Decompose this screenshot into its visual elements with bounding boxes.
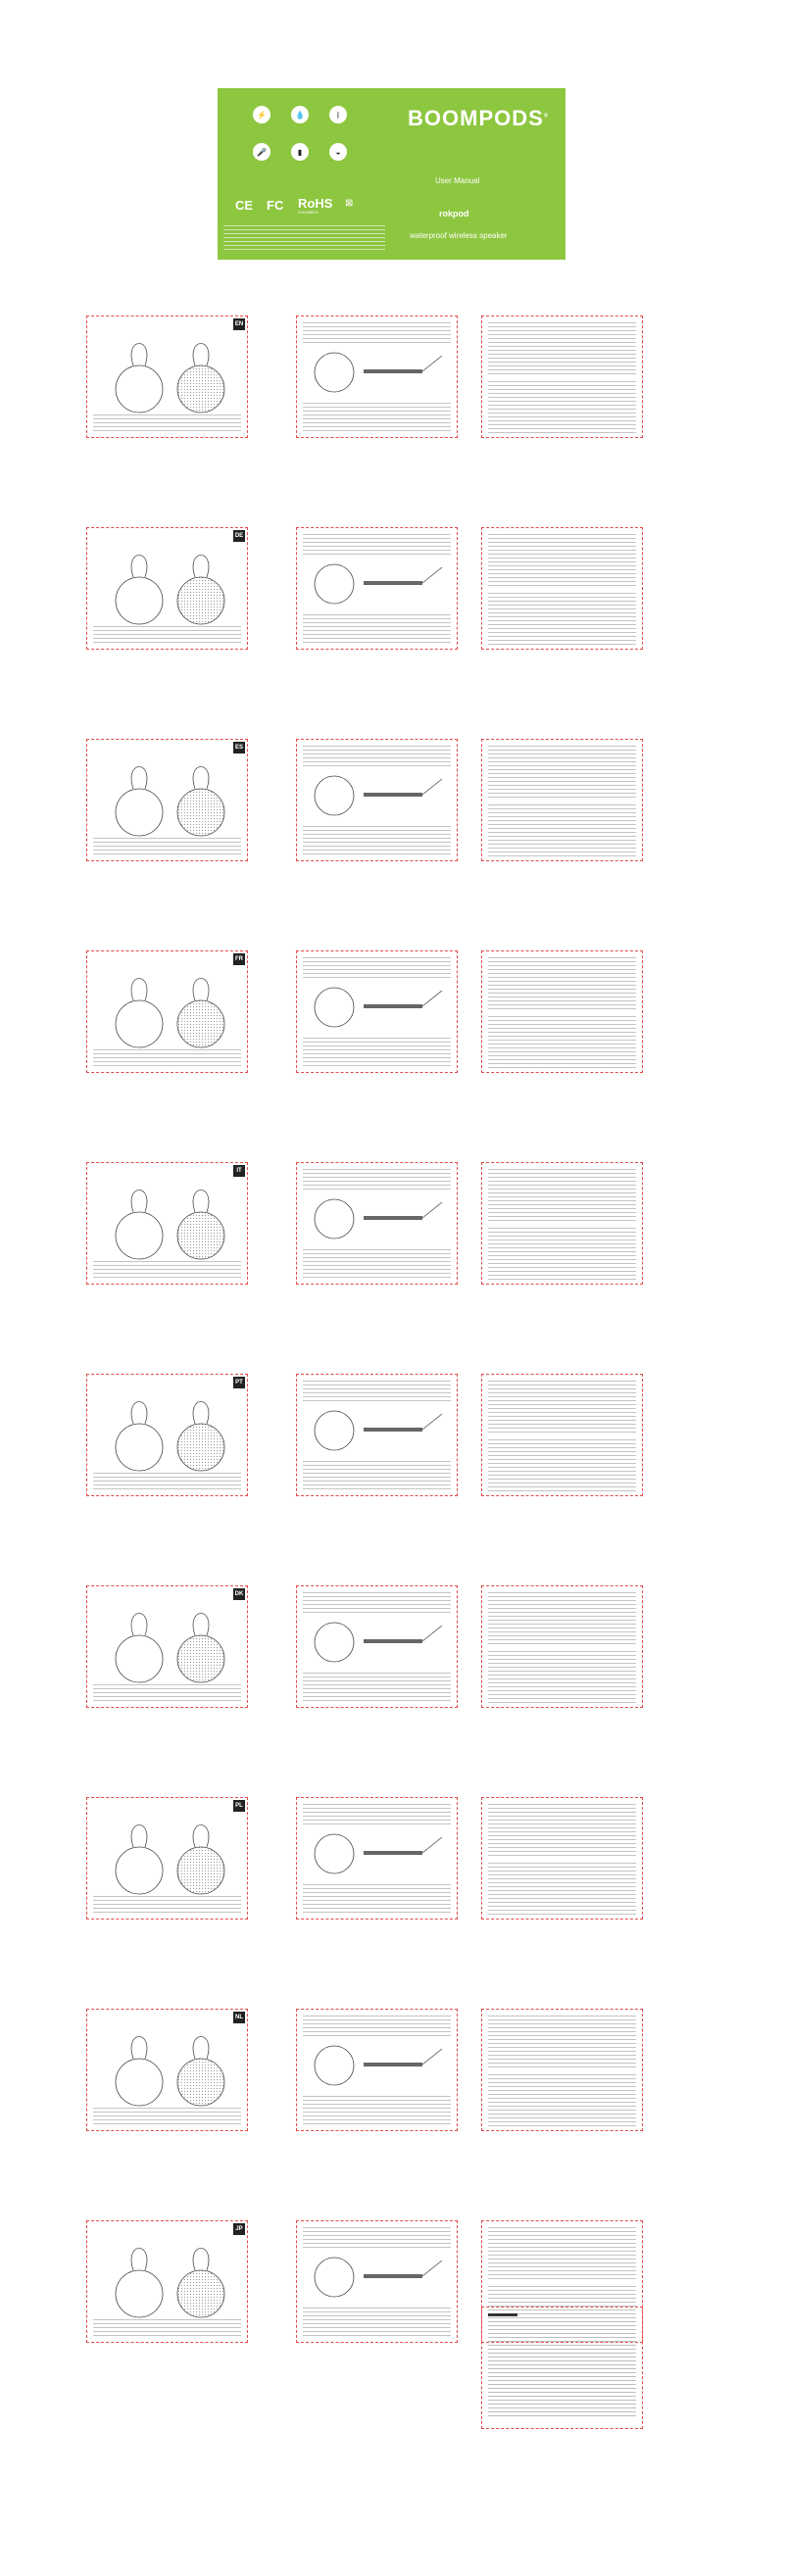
- component-list: [93, 1049, 241, 1069]
- technical-specifications: [488, 322, 636, 375]
- charging-instructions: [303, 2308, 451, 2339]
- ce-mark: CE: [235, 198, 254, 213]
- component-list: [93, 2108, 241, 2127]
- speaker-back-view: [177, 1000, 224, 1047]
- disclaimer-text: [488, 2321, 636, 2419]
- technical-specifications: [488, 2227, 636, 2280]
- carabiner-loop: [193, 556, 209, 578]
- charging-instructions: [303, 1249, 451, 1281]
- speaker-diagram: [95, 332, 242, 420]
- manual-page-specifications: [481, 2009, 643, 2131]
- component-list: [93, 838, 241, 857]
- warranty-info: [488, 2074, 636, 2127]
- warranty-info: [488, 804, 636, 857]
- manual-page-specifications: [481, 316, 643, 438]
- speaker-diagram: [95, 544, 242, 632]
- helmet-icon: ◒: [329, 143, 347, 161]
- language-tag: ES: [233, 742, 245, 753]
- product-name: rokpod: [439, 209, 469, 219]
- manual-page-description: [86, 316, 248, 438]
- bluetooth-instructions: [303, 1169, 451, 1191]
- component-list: [93, 2319, 241, 2339]
- charging-instructions: [303, 1673, 451, 1704]
- manual-page-description: [86, 1797, 248, 1920]
- charging-instructions: [303, 1461, 451, 1492]
- charging-diagram: [305, 769, 452, 823]
- language-tag: FR: [233, 953, 245, 965]
- manual-page-description: [86, 950, 248, 1073]
- bluetooth-instructions: [303, 1804, 451, 1825]
- language-tag: NL: [233, 2012, 245, 2023]
- manual-page-specifications: [481, 1162, 643, 1285]
- speaker-diagram: [95, 1179, 242, 1267]
- speaker-front-view: [116, 577, 163, 624]
- bluetooth-instructions: [303, 2227, 451, 2249]
- carabiner-loop: [131, 767, 147, 790]
- bluetooth-instructions: [303, 2016, 451, 2037]
- carabiner-loop: [193, 1825, 209, 1848]
- component-list: [93, 626, 241, 646]
- language-tag: PL: [233, 1800, 245, 1812]
- speaker-front-view: [116, 2059, 163, 2106]
- warranty-info: [488, 1439, 636, 1492]
- manual-page-description: [86, 2009, 248, 2131]
- speaker-diagram: [95, 1602, 242, 1690]
- rohs-directive: 2011/65/EU: [298, 210, 319, 215]
- speaker-back-view: [177, 2059, 224, 2106]
- bluetooth-instructions: [303, 534, 451, 556]
- language-tag: DE: [233, 530, 245, 542]
- carabiner-loop: [193, 1191, 209, 1213]
- speaker-front-view: [116, 2270, 163, 2317]
- technical-specifications: [488, 1381, 636, 1434]
- speaker-diagram: [95, 967, 242, 1055]
- charging-diagram: [305, 1827, 452, 1881]
- warranty-info: [488, 593, 636, 646]
- bluetooth-icon: ᛒ: [329, 106, 347, 123]
- manual-page-specifications: [481, 950, 643, 1073]
- technical-specifications: [488, 534, 636, 587]
- manual-page-connection: [296, 1374, 458, 1496]
- manual-page-description: [86, 739, 248, 861]
- carabiner-loop: [131, 344, 147, 366]
- manual-page-description: [86, 2220, 248, 2343]
- manual-page-specifications: [481, 1374, 643, 1496]
- technical-specifications: [488, 1169, 636, 1222]
- manual-page-connection: [296, 1162, 458, 1285]
- speaker-back-view: [177, 789, 224, 836]
- component-list: [93, 1261, 241, 1281]
- bluetooth-instructions: [303, 322, 451, 344]
- carabiner-loop: [131, 2037, 147, 2060]
- manual-page-connection: [296, 2009, 458, 2131]
- charging-diagram: [305, 981, 452, 1035]
- manual-page-connection: [296, 316, 458, 438]
- charging-instructions: [303, 826, 451, 857]
- charging-instructions: [303, 403, 451, 434]
- charging-diagram: [305, 346, 452, 400]
- speaker-front-view: [116, 1424, 163, 1471]
- carabiner-loop: [131, 1402, 147, 1425]
- speaker-diagram: [95, 1390, 242, 1479]
- carabiner-loop: [131, 1191, 147, 1213]
- speaker-diagram: [95, 2237, 242, 2325]
- weee-icon: ⊠: [345, 198, 354, 209]
- charging-diagram: [305, 1404, 452, 1458]
- brand-logo: BOOMPODS®: [408, 106, 550, 130]
- language-tag: IT: [233, 1165, 245, 1177]
- speaker-diagram: [95, 1814, 242, 1902]
- manual-page-description: [86, 527, 248, 650]
- carabiner-loop: [131, 1614, 147, 1636]
- manual-page-connection: [296, 1585, 458, 1708]
- manual-cover: [218, 88, 565, 260]
- manual-page-description: [86, 1374, 248, 1496]
- language-tag: DK: [233, 1588, 245, 1600]
- manual-page-connection: [296, 1797, 458, 1920]
- manual-page-description: [86, 1585, 248, 1708]
- warranty-info: [488, 1863, 636, 1916]
- manual-page-specifications: [481, 527, 643, 650]
- carabiner-loop: [193, 1614, 209, 1636]
- manual-page-disclaimer: [481, 2307, 643, 2429]
- charging-diagram: [305, 1616, 452, 1670]
- carabiner-loop: [131, 2249, 147, 2271]
- speaker-back-view: [177, 1635, 224, 1682]
- carabiner-loop: [131, 556, 147, 578]
- charging-diagram: [305, 558, 452, 611]
- manual-title: User Manual: [435, 176, 480, 185]
- carabiner-loop: [131, 1825, 147, 1848]
- warranty-info: [488, 381, 636, 434]
- speaker-back-view: [177, 1424, 224, 1471]
- language-tag: JP: [233, 2223, 245, 2235]
- bluetooth-instructions: [303, 957, 451, 979]
- speaker-front-view: [116, 1847, 163, 1894]
- component-list: [93, 1684, 241, 1704]
- waterproof-icon: 💧: [291, 106, 309, 123]
- carabiner-loop: [193, 979, 209, 1001]
- speaker-front-view: [116, 1000, 163, 1047]
- speaker-back-view: [177, 365, 224, 413]
- bluetooth-instructions: [303, 746, 451, 767]
- rohs-mark: RoHS: [298, 196, 333, 211]
- speaker-diagram: [95, 2025, 242, 2114]
- technical-specifications: [488, 2016, 636, 2068]
- charging-instructions: [303, 2096, 451, 2127]
- speaker-back-view: [177, 577, 224, 624]
- manual-page-connection: [296, 739, 458, 861]
- charging-instructions: [303, 614, 451, 646]
- battery-icon: ▮: [291, 143, 309, 161]
- component-list: [93, 414, 241, 434]
- charging-diagram: [305, 2039, 452, 2093]
- legal-fineprint: [223, 225, 385, 253]
- disclaimer-heading: [488, 2313, 517, 2316]
- manual-page-connection: [296, 527, 458, 650]
- warranty-info: [488, 1228, 636, 1281]
- technical-specifications: [488, 1592, 636, 1645]
- speaker-front-view: [116, 789, 163, 836]
- speaker-front-view: [116, 1635, 163, 1682]
- carabiner-loop: [193, 767, 209, 790]
- language-tag: PT: [233, 1377, 245, 1388]
- manual-page-connection: [296, 950, 458, 1073]
- component-list: [93, 1896, 241, 1916]
- speaker-back-view: [177, 1212, 224, 1259]
- charging-diagram: [305, 1192, 452, 1246]
- fcc-mark: FC: [267, 198, 284, 213]
- component-list: [93, 1473, 241, 1492]
- manual-page-specifications: [481, 1797, 643, 1920]
- charging-diagram: [305, 2251, 452, 2305]
- carabiner-loop: [131, 979, 147, 1001]
- technical-specifications: [488, 746, 636, 799]
- language-tag: EN: [233, 318, 245, 330]
- technical-specifications: [488, 957, 636, 1010]
- manual-page-specifications: [481, 1585, 643, 1708]
- speaker-front-view: [116, 1212, 163, 1259]
- speaker-diagram: [95, 755, 242, 844]
- manual-page-specifications: [481, 739, 643, 861]
- product-tagline: waterproof wireless speaker: [410, 231, 508, 240]
- technical-specifications: [488, 1804, 636, 1857]
- bluetooth-instructions: [303, 1381, 451, 1402]
- microphone-icon: 🎤: [253, 143, 270, 161]
- carabiner-loop: [193, 344, 209, 366]
- charging-instructions: [303, 1038, 451, 1069]
- carabiner-loop: [193, 1402, 209, 1425]
- speaker-back-view: [177, 2270, 224, 2317]
- warranty-info: [488, 1016, 636, 1069]
- speaker-back-view: [177, 1847, 224, 1894]
- warranty-info: [488, 1651, 636, 1704]
- manual-page-connection: [296, 2220, 458, 2343]
- speaker-front-view: [116, 365, 163, 413]
- carabiner-loop: [193, 2249, 209, 2271]
- carabiner-loop: [193, 2037, 209, 2060]
- shock-icon: ⚡: [253, 106, 270, 123]
- charging-instructions: [303, 1884, 451, 1916]
- manual-page-description: [86, 1162, 248, 1285]
- bluetooth-instructions: [303, 1592, 451, 1614]
